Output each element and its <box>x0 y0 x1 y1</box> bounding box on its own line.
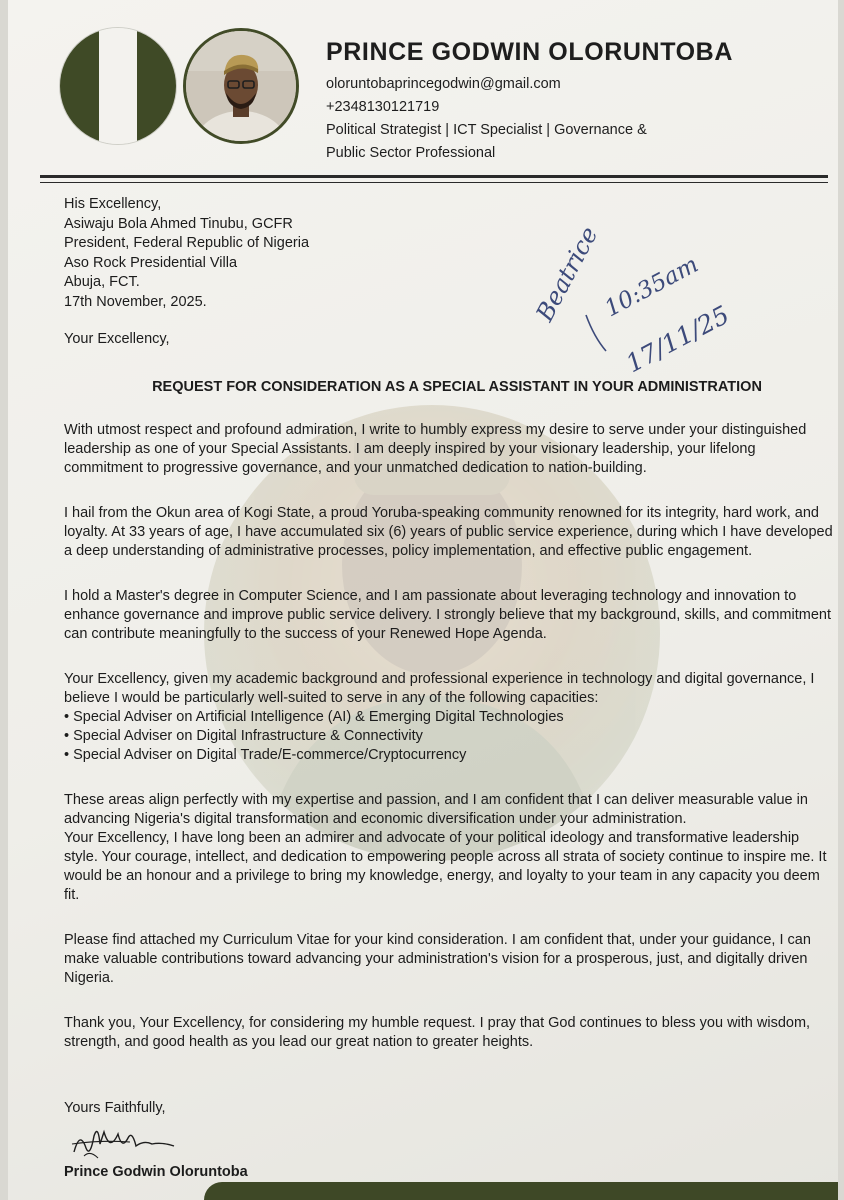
paragraph-8: Thank you, Your Excellency, for considering my humble request. I pray that God continues to bless you with wisdom, strength, and good health as you lead our great nation to greater heights. <box>64 1014 811 1050</box>
subject-heading: REQUEST FOR CONSIDERATION AS A SPECIAL ASSISTANT IN YOUR ADMINISTRATION <box>152 378 762 395</box>
signer-name: Prince Godwin Oloruntoba <box>64 1163 248 1180</box>
capacities-list <box>64 708 834 765</box>
header-divider-thin <box>40 182 828 183</box>
salutation: Your Excellency, <box>64 330 170 347</box>
stamp-time: 10:35am <box>600 251 703 323</box>
recipient-line-2: Asiwaju Bola Ahmed Tinubu, GCFR <box>64 215 293 232</box>
recipient-line-1: His Excellency, <box>64 196 162 212</box>
list-item: • Special Adviser on Digital Trade/E-commerce/Cryptocurrency <box>64 746 834 765</box>
stamp-flourish <box>586 315 606 351</box>
paragraph-5: These areas align perfectly with my expertise and passion, and I am confident that I can deliver measurable value in advancing Nigeria's digital transformation and economic diversification under your administration. <box>64 791 808 827</box>
list-item: • Special Adviser on Digital Infrastructure & Connectivity <box>64 727 834 746</box>
flag-green-stripe-left <box>60 28 99 144</box>
letter-page <box>8 0 838 1200</box>
sender-title-line-2: Public Sector Professional <box>326 145 496 161</box>
paragraph-1: With utmost respect and profound admiration, I write to humbly express my desire to serve under your distinguished leadership as one of your Special Assistants. I am deeply inspired by your visionary leadership, your lifelong commitment to progressive governance, and your unmatched dedication to nation-building. <box>64 421 807 476</box>
footer-band <box>204 1182 838 1200</box>
letterhead <box>326 38 836 165</box>
paragraph-3: I hold a Master's degree in Computer Science, and I am passionate about leveraging technology and innovation to enhance governance and improve public service delivery. I strongly believe that my background, skills, and commitment can contribute meaningfully to the success of your Renewed Hope Agenda. <box>64 587 831 642</box>
paragraph-6: Your Excellency, I have long been an admirer and advocate of your political ideology and transformative leadership style. Your courage, intellect, and dedication to empowering people across all strata of society continue to inspire me. It would be an honour and a privilege to bring my knowledge, energy, and loyalty to your team in any capacity you deem fit. <box>64 829 827 903</box>
letter-date: 17th November, 2025. <box>64 293 207 310</box>
sender-email: oloruntobaprincegodwin@gmail.com <box>326 76 561 92</box>
closing: Yours Faithfully, <box>64 1099 166 1116</box>
profile-photo <box>183 28 299 144</box>
nigeria-flag-logo <box>60 28 176 144</box>
recipient-line-5: Abuja, FCT. <box>64 274 140 291</box>
recipient-line-3: President, Federal Republic of Nigeria <box>64 235 310 252</box>
received-stamp-handwriting <box>528 205 778 390</box>
paragraph-4: Your Excellency, given my academic background and professional experience in technology and digital governance, I believe I would be particularly well-suited to serve in any of the following capacities: <box>64 670 815 706</box>
stamp-receiver-name: Beatrice <box>530 222 604 326</box>
paragraph-7: Please find attached my Curriculum Vitae for your kind consideration. I am confident that, under your guidance, I can make valuable contributions toward advancing your administration's vision for a prosperous, just, and digitally driven Nigeria. <box>64 931 811 986</box>
portrait-illustration <box>186 31 296 141</box>
recipient-line-4: Aso Rock Presidential Villa <box>64 254 238 271</box>
sender-phone: +2348130121719 <box>326 99 440 115</box>
handwritten-signature <box>70 1122 180 1162</box>
sender-name: PRINCE GODWIN OLORUNTOBA <box>326 38 733 66</box>
header-divider-thick <box>40 175 828 178</box>
list-item: • Special Adviser on Artificial Intelligence (AI) & Emerging Digital Technologies <box>64 708 834 727</box>
stamp-date: 17/11/25 <box>621 299 734 379</box>
flag-green-stripe-right <box>137 28 176 144</box>
sender-title-line-1: Political Strategist | ICT Specialist | Governance & <box>326 122 647 138</box>
paragraph-2: I hail from the Okun area of Kogi State, a proud Yoruba-speaking community renowned for its integrity, hard work, and loyalty. At 33 years of age, I have accumulated six (6) years of public service experience, during which I have developed a deep understanding of administrative processes, policy implementation, and effective public engagement. <box>64 504 833 559</box>
flag-white-stripe <box>99 28 138 144</box>
